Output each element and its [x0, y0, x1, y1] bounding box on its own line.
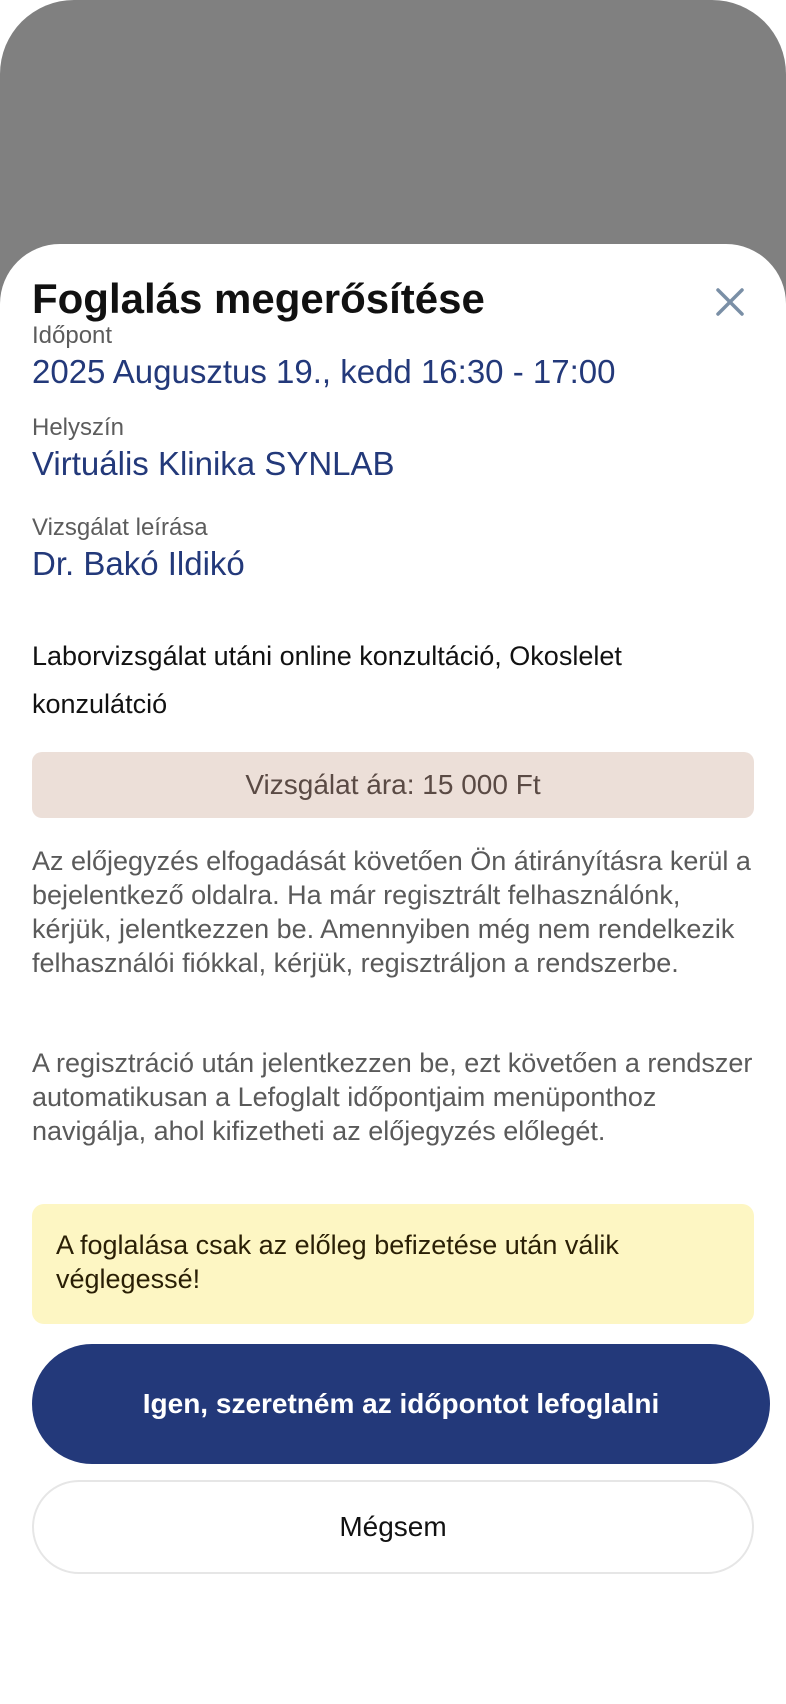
confirm-booking-button[interactable]: Igen, szeretném az időpontot lefoglalni: [32, 1344, 770, 1464]
modal-title: Foglalás megerősítése: [32, 275, 485, 322]
close-button[interactable]: [712, 284, 748, 320]
location-value: Virtuális Klinika SYNLAB: [32, 445, 395, 482]
time-label: Időpont: [32, 322, 113, 349]
doctor-name: Dr. Bakó Ildikó: [32, 545, 245, 582]
close-icon: [712, 284, 748, 320]
warning-text: A foglalása csak az előleg befizetése után válik véglegessé!: [56, 1230, 619, 1294]
cancel-button[interactable]: Mégsem: [32, 1480, 754, 1574]
price-text: Vizsgálat ára: 15 000 Ft: [245, 769, 541, 800]
location-label: Helyszín: [32, 414, 125, 441]
info-paragraph-2: A regisztráció után jelentkezzen be, ezt követően a rendszer automatikusan a Lefoglalt időpontjaim menüponthoz navigálja, ahol kifizetheti az előjegyzés előlegét.: [32, 1048, 753, 1146]
price-badge: [32, 752, 754, 818]
booking-confirmation-sheet: [0, 244, 786, 1704]
deposit-warning: [32, 1204, 754, 1324]
examination-description: Laborvizsgálat utáni online konzultáció, Okoslelet konzulátció: [32, 641, 622, 719]
time-value: 2025 Augusztus 19., kedd 16:30 - 17:00: [32, 353, 616, 390]
description-label: Vizsgálat leírása: [32, 514, 208, 541]
info-paragraph-1: Az előjegyzés elfogadását követően Ön átirányításra kerül a bejelentkező oldalra. Ha már regisztrált felhasználónk, kérjük, jelentkezzen be. Amennyiben még nem rendelkezik felhasználói fiókkal, kérjük, regisztráljon a rendszerbe.: [32, 846, 751, 978]
